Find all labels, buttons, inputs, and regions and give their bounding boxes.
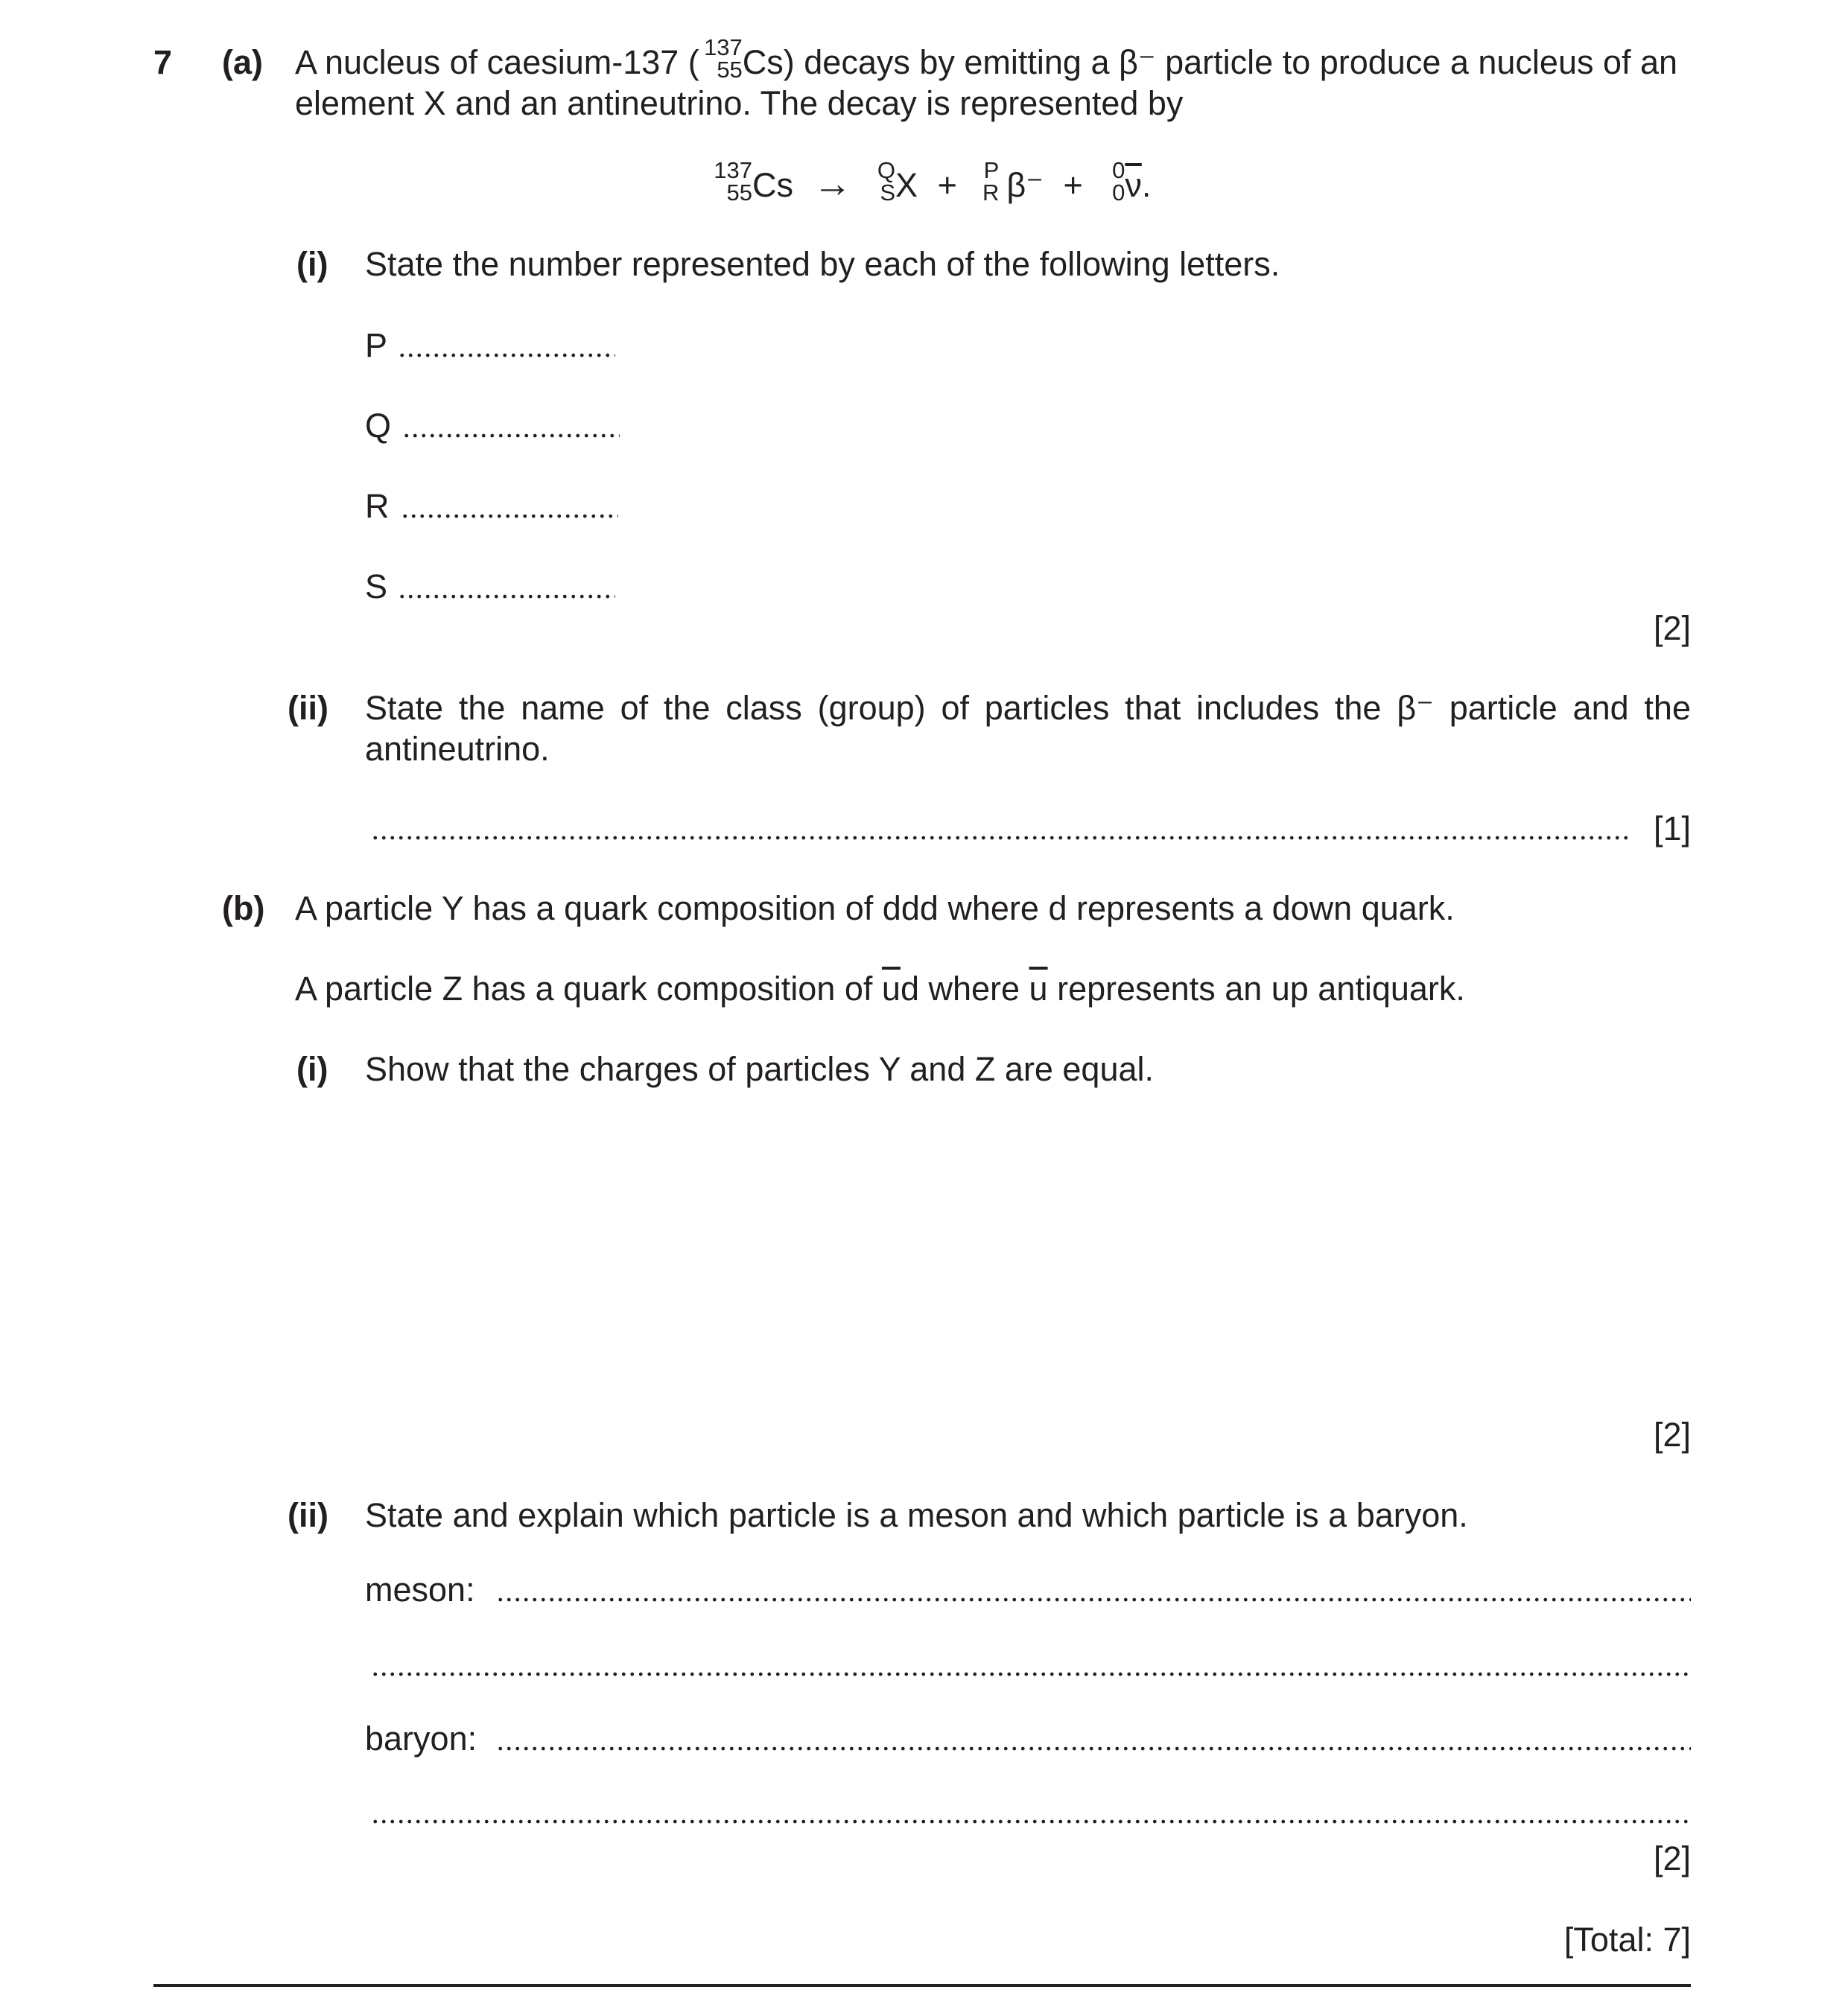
baryon-label: baryon:: [365, 1720, 477, 1758]
eq-plus-1: +: [937, 166, 957, 204]
eq-nu-atomic: 0: [1112, 179, 1125, 206]
decay-equation: [706, 157, 1152, 206]
part-a-ii-answer-line[interactable]: [371, 836, 1630, 840]
part-a-ii-marks: [1]: [1653, 810, 1691, 848]
part-a-ii-label: (ii): [288, 689, 328, 727]
intro-atomic-number: 55: [717, 57, 743, 83]
part-a-i-text: State the number represented by each of the following letters.: [365, 245, 1280, 283]
eq-x-mass: Q: [877, 157, 896, 183]
part-a-intro-line2: element X and an antineutrino. The decay is represented by: [295, 84, 1184, 122]
eq-cs-atomic: 55: [726, 179, 752, 206]
meson-label: meson:: [365, 1571, 475, 1609]
eq-beta-numbers: [977, 157, 1000, 206]
letter-r-answer-line[interactable]: [401, 514, 618, 518]
intro-caesium-nuclide: [699, 34, 743, 83]
intro-text-pre: A nucleus of caesium-137 (: [295, 43, 699, 81]
letter-p-label: P: [365, 326, 388, 364]
letter-q-answer-line[interactable]: [402, 433, 620, 438]
eq-beta-atomic: R: [982, 179, 1000, 206]
eq-beta-symbol: β⁻: [1006, 166, 1044, 204]
eq-nu-symbol: $\overline{\nu}$: [1125, 166, 1142, 204]
intro-text-post: ) decays by emitting a β⁻ particle to produce a nucleus of an: [783, 43, 1678, 81]
part-b-label: (b): [222, 889, 265, 927]
baryon-answer-line-2[interactable]: [371, 1819, 1691, 1824]
bottom-rule: [153, 1984, 1691, 1987]
meson-answer-line-2[interactable]: [371, 1672, 1691, 1676]
letter-p-answer-line[interactable]: [398, 353, 615, 357]
eq-x-numbers: [871, 157, 896, 206]
part-b-i-text: Show that the charges of particles Y and Z are equal.: [365, 1050, 1154, 1088]
part-b-i-working-space[interactable]: [365, 1102, 1691, 1415]
eq-cs-symbol: Cs: [752, 166, 793, 204]
baryon-answer-line-1[interactable]: [496, 1746, 1691, 1751]
part-a-ii-text-line1: State the name of the class (group) of particles that includes the β⁻ particle and the: [365, 689, 1691, 727]
part-b-line1: A particle Y has a quark composition of ddd where d represents a down quark.: [295, 889, 1455, 927]
question-number: 7: [153, 43, 173, 81]
part-a-intro-line1: [295, 34, 1678, 83]
eq-nu-numbers: [1102, 157, 1125, 206]
part-b-i-label: (i): [296, 1050, 328, 1088]
meson-answer-line-1[interactable]: [496, 1597, 1691, 1602]
part-b-line2-mid: d where: [900, 970, 1029, 1008]
letter-r-label: R: [365, 487, 390, 525]
intro-symbol: Cs: [742, 43, 784, 81]
eq-period: .: [1141, 166, 1152, 204]
part-b-line2-post: represents an up antiquark.: [1047, 970, 1465, 1008]
intro-mass-number: 137: [704, 34, 743, 60]
letter-s-answer-line[interactable]: [398, 594, 615, 599]
part-b-line2: [295, 968, 1465, 1010]
eq-cs-mass: 137: [714, 157, 752, 183]
eq-beta-mass: P: [983, 157, 1000, 183]
part-b-i-marks: [2]: [1653, 1416, 1691, 1454]
total-marks: [Total: 7]: [1563, 1921, 1691, 1959]
eq-nu-mass: 0: [1112, 157, 1125, 183]
eq-x-symbol: X: [895, 166, 918, 204]
eq-caesium-numbers: [706, 157, 752, 206]
anti-up-quark-symbol-2: $\overline{u}$: [1029, 970, 1048, 1008]
part-b-ii-text: State and explain which particle is a meson and which particle is a baryon.: [365, 1496, 1468, 1534]
part-a-i-label: (i): [296, 245, 328, 283]
letter-s-label: S: [365, 567, 388, 605]
eq-plus-2: +: [1063, 166, 1083, 204]
part-b-ii-marks: [2]: [1653, 1839, 1691, 1877]
part-b-ii-label: (ii): [288, 1496, 328, 1534]
letter-q-label: Q: [365, 407, 392, 445]
part-a-i-marks: [2]: [1653, 609, 1691, 647]
anti-up-quark-symbol: $\overline{u}$: [881, 970, 901, 1008]
part-a-ii-text-line2: antineutrino.: [365, 730, 550, 768]
eq-arrow: →: [813, 162, 852, 206]
eq-x-atomic: S: [880, 179, 896, 206]
part-a-label: (a): [222, 43, 263, 81]
part-b-line2-pre: A particle Z has a quark composition of: [295, 970, 882, 1008]
